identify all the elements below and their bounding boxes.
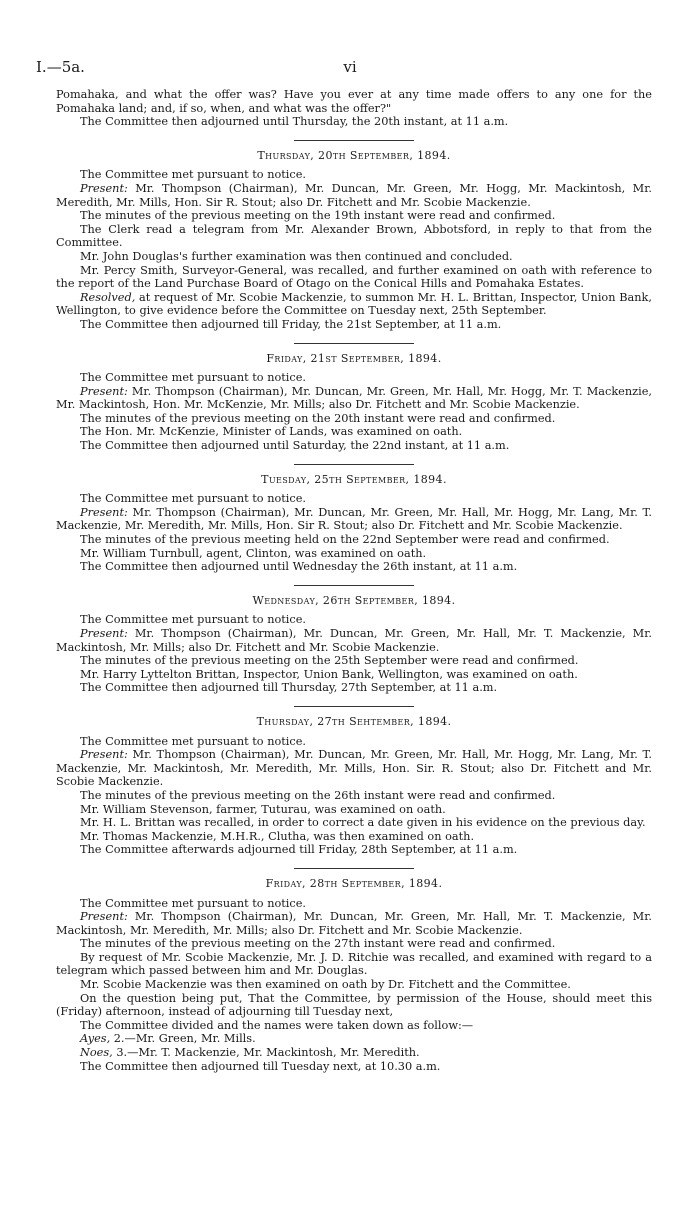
paragraph-text: The Committee met pursuant to notice. xyxy=(80,492,307,506)
paragraph xyxy=(56,223,652,250)
paragraph-text: The minutes of the previous meeting on the 27th instant were read and confirmed. xyxy=(80,937,556,951)
paragraph-text: The Committee met pursuant to notice. xyxy=(80,896,307,910)
paragraph xyxy=(56,547,652,561)
paragraph xyxy=(56,88,652,115)
paragraph xyxy=(56,425,652,439)
paragraph xyxy=(56,412,652,426)
paragraph-text: The Committee then adjourned until Thursday, the 20th instant, at 11 a.m. xyxy=(80,115,509,129)
paragraph xyxy=(56,992,652,1019)
paragraph-text: The minutes of the previous meeting on the 20th instant were read and confirmed. xyxy=(80,411,556,425)
paragraph-text: The minutes of the previous meeting on the 26th instant were read and confirmed. xyxy=(80,788,556,802)
paragraph-text: Mr. Thompson (Chairman), Mr. Duncan, Mr. Green, Mr. Hall, Mr. Hogg, Mr. Lang, Mr. T. Mackenzie, Mr. Mackintosh, Mr. Meredith, Mr. Mills, Hon. Sir. R. Stout; also Dr. Fitchett and Mr. Scobie Mackenzie. xyxy=(56,748,652,789)
paragraph-text: By request of Mr. Scobie Mackenzie, Mr. J. D. Ritchie was recalled, and examined with regard to a telegram which passed between him and Mr. Douglas. xyxy=(56,950,652,978)
paragraph xyxy=(56,264,652,291)
paragraph xyxy=(56,439,652,453)
section-heading: Friday, 28th September, 1894. xyxy=(265,876,443,890)
paragraph-text: The Committee then adjourned till Friday, the 21st September, at 11 a.m. xyxy=(80,317,502,331)
paragraph-text: Mr. Thompson (Chairman), Mr. Duncan, Mr. Green, Mr. Hall, Mr. T. Mackenzie, Mr. Mackintosh, Mr. Mills; also Dr. Fitchett and Mr. Scobie Mackenzie. xyxy=(56,627,652,654)
paragraph-text: Mr. Thomas Mackenzie, M.H.R., Clutha, was then examined on oath. xyxy=(80,829,475,843)
paragraph-text: The Committee afterwards adjourned till Friday, 28th September, at 11 a.m. xyxy=(80,843,518,857)
section-heading: Tuesday, 25th September, 1894. xyxy=(261,472,447,486)
paragraph xyxy=(56,816,652,830)
paragraph xyxy=(56,668,652,682)
paragraph-text: 2.—Mr. Green, Mr. Mills. xyxy=(110,1032,256,1046)
paragraph xyxy=(56,910,652,937)
section-divider xyxy=(294,706,414,707)
paragraph-text: The Committee met pursuant to notice. xyxy=(80,371,307,385)
paragraph-text: The minutes of the previous meeting on the 19th instant were read and confirmed. xyxy=(80,209,556,223)
paragraph xyxy=(56,937,652,951)
paragraph xyxy=(56,897,652,911)
paragraph-text: Mr. Scobie Mackenzie was then examined on oath by Dr. Fitchett and the Committee. xyxy=(80,978,571,992)
paragraph-text: Pomahaka, and what the offer was? Have you ever at any time made offers to any one for the Pomahaka land; and, if so, when, and what was the offer?" xyxy=(56,88,652,115)
paragraph xyxy=(56,789,652,803)
section-heading: Friday, 21st September, 1894. xyxy=(266,351,442,365)
paragraph-label: Noes, xyxy=(80,1046,113,1060)
paragraph-label: Present: xyxy=(80,910,128,924)
paragraph xyxy=(56,654,652,668)
paragraph xyxy=(56,168,652,182)
section-heading: Thursday, 20th September, 1894. xyxy=(257,148,451,162)
paragraph xyxy=(56,492,652,506)
paragraph-text: The Committee met pursuant to notice. xyxy=(80,168,307,182)
minutes-body xyxy=(56,88,652,1073)
paragraph-text: The Committee met pursuant to notice. xyxy=(80,734,307,748)
paragraph xyxy=(56,803,652,817)
paragraph-text: Mr. William Turnbull, agent, Clinton, was examined on oath. xyxy=(80,546,427,560)
page-number: vi xyxy=(343,58,357,76)
paragraph-text: The minutes of the previous meeting held on the 22nd September were read and confirmed. xyxy=(80,533,610,547)
paragraph xyxy=(56,1032,652,1046)
paragraph xyxy=(56,506,652,533)
paragraph-label: Present: xyxy=(80,627,128,640)
paragraph-text: Mr. H. L. Brittan was recalled, in order to correct a date given in his evidence on the previous day. xyxy=(80,816,646,830)
paragraph xyxy=(56,978,652,992)
paragraph xyxy=(56,830,652,844)
section-divider xyxy=(294,464,414,465)
paragraph-text: The Committee then adjourned until Wednesday the 26th instant, at 11 a.m. xyxy=(80,560,518,574)
section-divider xyxy=(294,343,414,344)
paragraph xyxy=(56,735,652,749)
paragraph-text: The Hon. Mr. McKenzie, Minister of Lands, was examined on oath. xyxy=(80,425,463,439)
paragraph-text: The Committee then adjourned until Saturday, the 22nd instant, at 11 a.m. xyxy=(80,439,510,453)
paragraph-text: The Committee then adjourned till Tuesday next, at 10.30 a.m. xyxy=(80,1059,441,1073)
paragraph-text: The Clerk read a telegram from Mr. Alexander Brown, Abbotsford, in reply to that from the Committee. xyxy=(56,222,652,250)
paragraph xyxy=(56,843,652,857)
paragraph xyxy=(56,182,652,209)
paragraph-text: 3.—Mr. T. Mackenzie, Mr. Mackintosh, Mr. Meredith. xyxy=(112,1046,420,1060)
paragraph xyxy=(56,1046,652,1060)
paragraph-label: Ayes, xyxy=(80,1032,111,1046)
paragraph-text: Mr. William Stevenson, farmer, Tuturau, was examined on oath. xyxy=(80,802,446,816)
paragraph-text: Mr. Harry Lyttelton Brittan, Inspector, Union Bank, Wellington, was examined on oath. xyxy=(80,667,578,681)
paragraph-text: Mr. Percy Smith, Surveyor-General, was recalled, and further examined on oath with reference to the report of the Land Purchase Board of Otago on the Conical Hills and Pomahaka Estates. xyxy=(56,263,652,291)
paragraph xyxy=(56,209,652,223)
paragraph-label: Present: xyxy=(80,505,128,519)
section-divider xyxy=(294,868,414,869)
paragraph-text: Mr. Thompson (Chairman), Mr. Duncan, Mr. Green, Mr. Hall, Mr. Hogg, Mr. Lang, Mr. T. Mackenzie, Mr. Meredith, Mr. Mills, Hon. Sir R. Stout; also Dr. Fitchett and Mr. Scobie Mackenzie. xyxy=(56,505,652,533)
paragraph xyxy=(56,627,652,654)
section-heading: Thursday, 27th Sehtember, 1894. xyxy=(256,714,452,728)
paragraph-text: Mr. Thompson (Chairman), Mr. Duncan, Mr. Green, Mr. Hall, Mr. Hogg, Mr. T. Mackenzie, Mr. Mackintosh, Hon. Mr. McKenzie, Mr. Mills; also Dr. Fitchett and Mr. Scobie Mackenzie. xyxy=(56,384,652,412)
paragraph xyxy=(56,951,652,978)
paragraph xyxy=(56,250,652,264)
paragraph-text: The Committee divided and the names were taken down as follow:— xyxy=(80,1018,474,1032)
paragraph-text: The Committee met pursuant to notice. xyxy=(80,613,307,627)
paragraph-text: The minutes of the previous meeting on the 25th September were read and confirmed. xyxy=(80,654,579,668)
paragraph xyxy=(56,115,652,129)
paragraph xyxy=(56,291,652,318)
section-divider xyxy=(294,585,414,586)
paragraph xyxy=(56,613,652,627)
paragraph-label: Present: xyxy=(80,384,128,398)
section-heading: Wednesday, 26th September, 1894. xyxy=(252,593,456,607)
paragraph-label: Resolved, xyxy=(80,290,136,304)
paragraph-text: Mr. Thompson (Chairman), Mr. Duncan, Mr. Green, Mr. Hogg, Mr. Mackintosh, Mr. Meredith, Mr. Mills, Hon. Sir R. Stout; also Dr. Fitchett and Mr. Scobie Mackenzie. xyxy=(56,181,652,209)
paragraph xyxy=(56,560,652,574)
paragraph-text: The Committee then adjourned till Thursday, 27th September, at 11 a.m. xyxy=(80,681,498,695)
paragraph xyxy=(56,533,652,547)
paragraph xyxy=(56,385,652,412)
section-divider xyxy=(294,140,414,141)
paragraph-text: at request of Mr. Scobie Mackenzie, to summon Mr. H. L. Brittan, Inspector, Union Bank, Wellington, to give evidence before the Committee on Tuesday next, 25th September. xyxy=(56,290,652,318)
paragraph xyxy=(56,1060,652,1074)
paragraph-text: Mr. Thompson (Chairman), Mr. Duncan, Mr. Green, Mr. Hall, Mr. T. Mackenzie, Mr. Mackintosh, Mr. Meredith, Mr. Mills; also Dr. Fitchett and Mr. Scobie Mackenzie. xyxy=(56,910,652,937)
paragraph-label: Present: xyxy=(80,181,128,195)
paragraph xyxy=(56,1019,652,1033)
document-code: I.—5a. xyxy=(36,58,85,76)
paragraph-text: Mr. John Douglas's further examination was then continued and concluded. xyxy=(80,249,513,263)
paragraph-text: On the question being put, That the Committee, by permission of the House, should meet this (Friday) afternoon, instead of adjourning till Tuesday next, xyxy=(56,991,652,1019)
paragraph xyxy=(56,371,652,385)
page-header xyxy=(36,58,664,78)
paragraph xyxy=(56,748,652,789)
paragraph-label: Present: xyxy=(80,748,128,762)
paragraph xyxy=(56,681,652,695)
paragraph xyxy=(56,318,652,332)
